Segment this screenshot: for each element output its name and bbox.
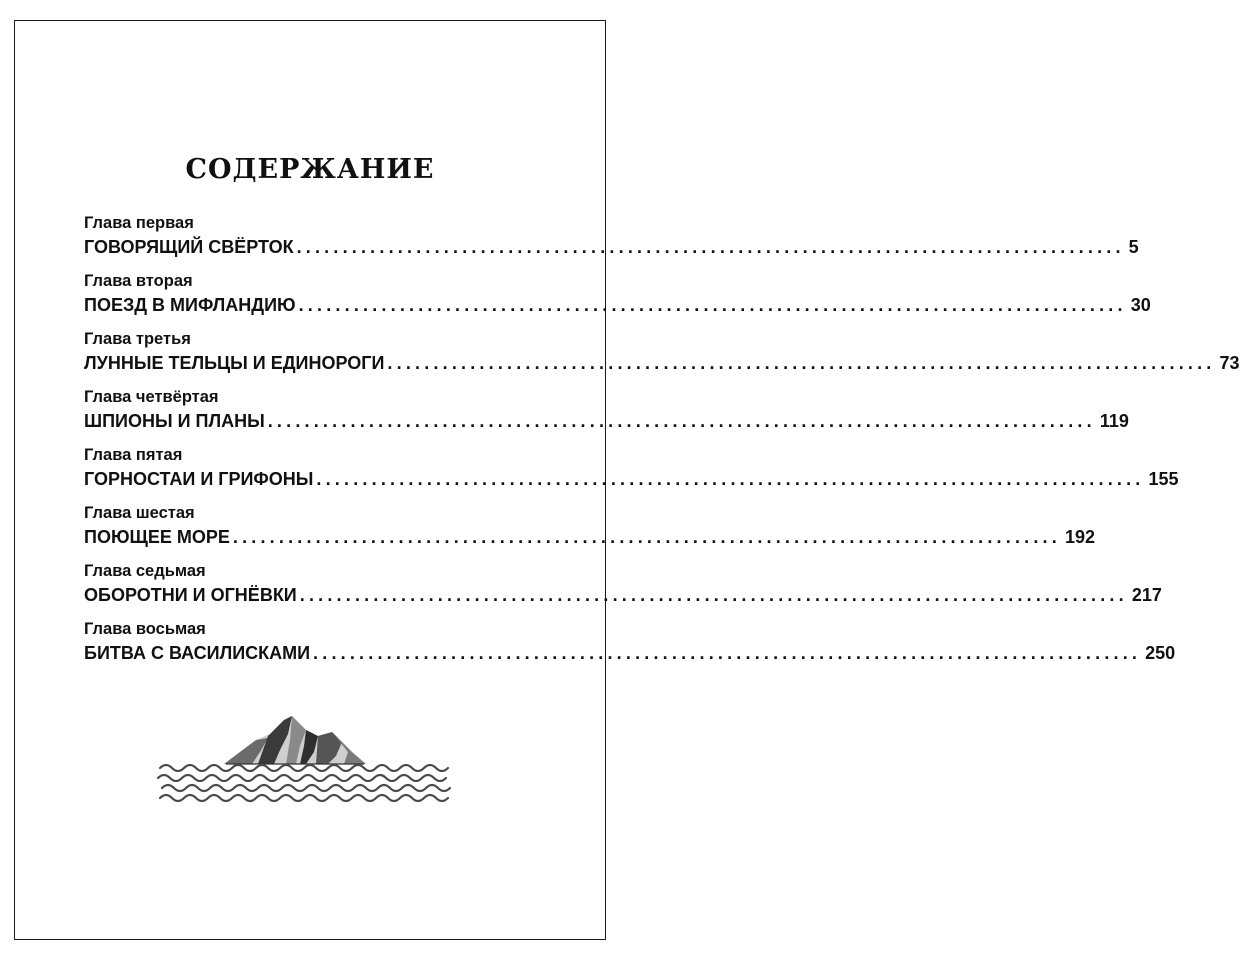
mountain-sea-vignette-icon — [156, 712, 458, 806]
chapter-title: ЛУННЫЕ ТЕЛЬЦЫ И ЕДИНОРОГИ — [84, 353, 385, 373]
toc-entry[interactable] — [84, 560, 1162, 618]
chapter-label: Глава седьмая — [84, 562, 206, 580]
chapter-title: ШПИОНЫ И ПЛАНЫ — [84, 411, 265, 431]
chapter-line — [84, 292, 1151, 318]
page-number: 73 — [1219, 353, 1240, 373]
mountain-icon — [224, 716, 366, 764]
page-number: 250 — [1145, 643, 1176, 663]
page-number: 119 — [1099, 411, 1129, 431]
chapter-title: ПОЮЩЕЕ МОРЕ — [84, 527, 230, 547]
page-number: 217 — [1131, 585, 1162, 605]
toc-entry[interactable] — [84, 444, 1179, 502]
chapter-label: Глава восьмая — [84, 620, 206, 638]
leader-dots: .......................................................................................... — [299, 585, 1128, 605]
chapter-label: Глава пятая — [84, 446, 183, 464]
chapter-title: ПОЕЗД В МИФЛАНДИЮ — [84, 295, 296, 315]
chapter-label: Глава третья — [84, 330, 191, 348]
chapter-title: ГОРНОСТАИ И ГРИФОНЫ — [84, 469, 314, 489]
toc-entry[interactable] — [84, 502, 1096, 560]
toc-entry[interactable] — [84, 618, 1176, 676]
waves-icon — [158, 765, 450, 801]
page-number: 5 — [1128, 237, 1139, 257]
leader-dots: .......................................................................................... — [387, 353, 1216, 373]
chapter-line — [84, 582, 1162, 608]
leader-dots: .......................................................................................... — [313, 643, 1142, 663]
chapter-label: Глава четвёртая — [84, 388, 219, 406]
toc-entry[interactable] — [84, 270, 1151, 328]
chapter-label: Глава вторая — [84, 272, 193, 290]
leader-dots: .......................................................................................... — [296, 237, 1125, 257]
toc-list — [84, 212, 1240, 676]
chapter-title: ГОВОРЯЩИЙ СВЁРТОК — [84, 237, 294, 257]
chapter-line — [84, 524, 1096, 550]
leader-dots: .......................................................................................... — [316, 469, 1145, 489]
toc-entry[interactable] — [84, 386, 1129, 444]
chapter-line — [84, 466, 1179, 492]
page-number: 155 — [1148, 469, 1179, 489]
leader-dots: .......................................................................................... — [267, 411, 1096, 431]
chapter-line — [84, 640, 1176, 666]
toc-entry[interactable] — [84, 212, 1139, 270]
page-number: 192 — [1064, 527, 1096, 547]
page-number: 30 — [1130, 295, 1151, 315]
chapter-title: ОБОРОТНИ И ОГНЁВКИ — [84, 585, 297, 605]
leader-dots: .......................................................................................... — [298, 295, 1127, 315]
chapter-title: БИТВА С ВАСИЛИСКАМИ — [84, 643, 311, 663]
chapter-label: Глава первая — [84, 214, 194, 232]
leader-dots: .......................................................................................... — [232, 527, 1061, 547]
chapter-line — [84, 234, 1139, 260]
chapter-line — [84, 408, 1129, 434]
chapter-label: Глава шестая — [84, 504, 195, 522]
toc-entry[interactable] — [84, 328, 1240, 386]
chapter-line — [84, 350, 1240, 376]
page-title: СОДЕРЖАНИЕ — [185, 154, 435, 185]
